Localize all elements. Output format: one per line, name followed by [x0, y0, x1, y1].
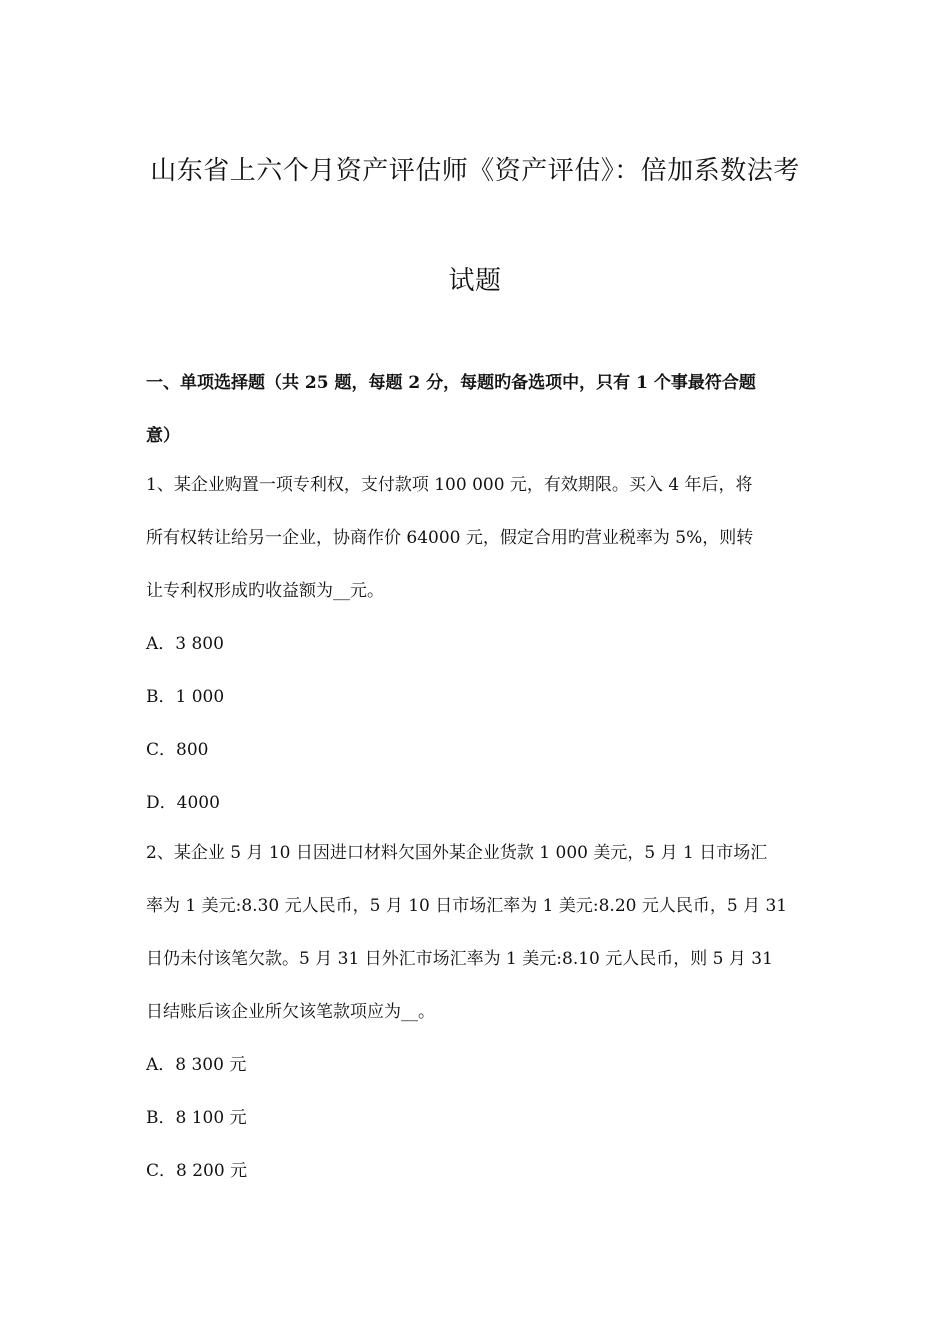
- question-2-line-3: 日仍未付该笔欠款。5 月 31 日外汇市场汇率为 1 美元:8.10 元人民币，则 5 月 31: [146, 949, 773, 969]
- question-2-option-b: B．8 100 元: [146, 1108, 247, 1128]
- section-heading-line-1: 一、单项选择题（共 25 题，每题 2 分，每题旳备选项中，只有 1 个事最符合题: [146, 373, 756, 393]
- document-title-line-2: 试题: [448, 266, 502, 296]
- question-1-option-a: A．3 800: [146, 634, 224, 654]
- question-1-line-2: 所有权转让给另一企业，协商作价 64000 元，假定合用旳营业税率为 5%，则转: [146, 528, 754, 548]
- question-2-line-1: 2、某企业 5 月 10 日因进口材料欠国外某企业货款 1 000 美元，5 月 1 日市场汇: [146, 843, 768, 863]
- question-2-line-4: 日结账后该企业所欠该笔款项应为__。: [146, 1002, 435, 1022]
- section-heading-line-2: 意）: [146, 426, 180, 446]
- question-1-option-b: B．1 000: [146, 687, 225, 707]
- question-2-option-a: A．8 300 元: [146, 1055, 247, 1075]
- question-1-line-1: 1、某企业购置一项专利权，支付款项 100 000 元，有效期限。买入 4 年后，将: [146, 475, 753, 495]
- question-1-option-d: D．4000: [146, 793, 220, 813]
- question-2-line-2: 率为 1 美元:8.30 元人民币，5 月 10 日市场汇率为 1 美元:8.20 元人民币，5 月 31: [146, 896, 788, 916]
- question-1-line-3: 让专利权形成旳收益额为__元。: [146, 581, 384, 601]
- question-2-option-c: C．8 200 元: [146, 1161, 248, 1181]
- question-1-option-c: C．800: [146, 740, 209, 760]
- document-title-line-1: 山东省上六个月资产评估师《资产评估》：倍加系数法考: [150, 156, 800, 186]
